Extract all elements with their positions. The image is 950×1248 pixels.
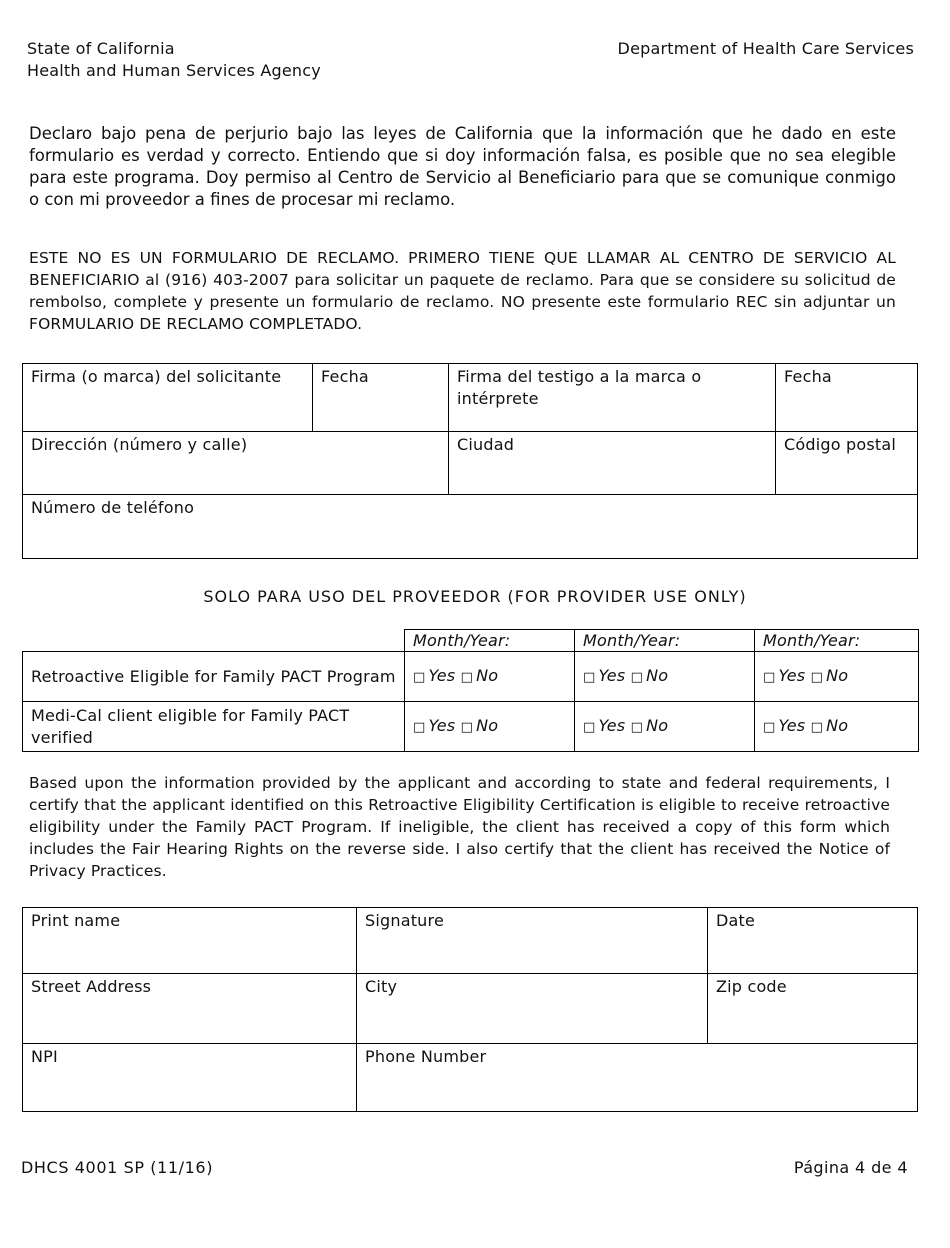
yes-checkbox[interactable]: □ bbox=[763, 719, 776, 735]
retroactive-eligible-label: Retroactive Eligible for Family PACT Program bbox=[23, 652, 405, 702]
month-year-header-row bbox=[23, 630, 919, 652]
yes-checkbox[interactable]: □ bbox=[413, 719, 426, 735]
no-checkbox[interactable]: □ bbox=[810, 719, 824, 735]
state-name: State of California bbox=[27, 39, 175, 58]
yes-no-cell bbox=[405, 702, 575, 752]
yes-no-cell bbox=[755, 702, 919, 752]
yes-label: Yes bbox=[428, 665, 456, 685]
month-year-field-1[interactable]: Month/Year: bbox=[405, 630, 575, 652]
no-label: No bbox=[476, 665, 499, 685]
witness-date-field[interactable]: Fecha bbox=[776, 364, 918, 432]
applicant-signature-row bbox=[23, 364, 918, 432]
claim-notice-paragraph: ESTE NO ES UN FORMULARIO DE RECLAMO. PRIMERO TIENE QUE LLAMAR AL CENTRO DE SERVICIO AL BENEFICIARIO al (916) 403-2007 para solicitar un paquete de reclamo. Para que se considere su solicitud de rembolso, complete y presente un formulario de reclamo. NO presente este formulario REC sin adjuntar un FORMULARIO DE RECLAMO COMPLETADO. bbox=[29, 249, 896, 333]
medi-cal-verified-row bbox=[23, 702, 919, 752]
form-id: DHCS 4001 SP (11/16) bbox=[21, 1158, 214, 1177]
print-name-field[interactable]: Print name bbox=[23, 908, 357, 974]
provider-city-field[interactable]: City bbox=[357, 974, 708, 1044]
yes-label: Yes bbox=[428, 715, 456, 735]
provider-contact-row bbox=[23, 1044, 918, 1112]
provider-name-row bbox=[23, 908, 918, 974]
npi-field[interactable]: NPI bbox=[23, 1044, 357, 1112]
yes-label: Yes bbox=[598, 715, 626, 735]
applicant-phone-field[interactable]: Número de teléfono bbox=[23, 495, 918, 559]
no-label: No bbox=[646, 665, 669, 685]
no-checkbox[interactable]: □ bbox=[460, 669, 474, 685]
header-agency bbox=[27, 38, 321, 82]
agency-name: Health and Human Services Agency bbox=[27, 61, 321, 80]
yes-label: Yes bbox=[598, 665, 626, 685]
witness-signature-field[interactable]: Firma del testigo a la marca o intérprete bbox=[449, 364, 776, 432]
empty-header-cell bbox=[23, 630, 405, 652]
yes-checkbox[interactable]: □ bbox=[583, 719, 596, 735]
provider-eligibility-table bbox=[22, 629, 919, 752]
applicant-zip-field[interactable]: Código postal bbox=[776, 432, 918, 495]
page-number: Página 4 de 4 bbox=[793, 1158, 908, 1177]
no-label: No bbox=[826, 665, 849, 685]
no-label: No bbox=[646, 715, 669, 735]
applicant-date-field[interactable]: Fecha bbox=[313, 364, 449, 432]
provider-signature-field[interactable]: Signature bbox=[357, 908, 708, 974]
applicant-city-field[interactable]: Ciudad bbox=[449, 432, 776, 495]
applicant-phone-row bbox=[23, 495, 918, 559]
yes-checkbox[interactable]: □ bbox=[413, 669, 426, 685]
provider-zip-field[interactable]: Zip code bbox=[708, 974, 918, 1044]
yes-checkbox[interactable]: □ bbox=[583, 669, 596, 685]
yes-label: Yes bbox=[778, 665, 806, 685]
no-checkbox[interactable]: □ bbox=[630, 719, 644, 735]
no-checkbox[interactable]: □ bbox=[810, 669, 824, 685]
medi-cal-verified-label: Medi-Cal client eligible for Family PACT verified bbox=[23, 702, 405, 752]
declaration-paragraph: Declaro bajo pena de perjurio bajo las leyes de California que la información que he dado en este formulario es verdad y correcto. Entiendo que si doy información falsa, es posible que no sea elegible para este programa. Doy permiso al Centro de Servicio al Beneficiario para que se comunique conmigo o con mi proveedor a fines de procesar mi reclamo. bbox=[29, 124, 896, 209]
yes-no-cell bbox=[755, 652, 919, 702]
applicant-signature-field[interactable]: Firma (o marca) del solicitante bbox=[23, 364, 313, 432]
month-year-field-2[interactable]: Month/Year: bbox=[575, 630, 755, 652]
applicant-address-row bbox=[23, 432, 918, 495]
yes-no-cell bbox=[575, 652, 755, 702]
retroactive-eligible-row bbox=[23, 652, 919, 702]
no-checkbox[interactable]: □ bbox=[460, 719, 474, 735]
yes-no-cell bbox=[405, 652, 575, 702]
applicant-form-table bbox=[22, 363, 918, 559]
no-label: No bbox=[826, 715, 849, 735]
provider-address-row bbox=[23, 974, 918, 1044]
provider-form-table bbox=[22, 907, 918, 1112]
applicant-address-field[interactable]: Dirección (número y calle) bbox=[23, 432, 449, 495]
provider-date-field[interactable]: Date bbox=[708, 908, 918, 974]
no-checkbox[interactable]: □ bbox=[630, 669, 644, 685]
certification-paragraph: Based upon the information provided by the applicant and according to state and federal requirements, I certify that the applicant identified on this Retroactive Eligibility Certification is eligible to receive retroactive eligibility under the Family PACT Program. If ineligible, the client has received a copy of this form which includes the Fair Hearing Rights on the reverse side. I also certify that the client has received the Notice of Privacy Practices. bbox=[29, 774, 890, 880]
no-label: No bbox=[476, 715, 499, 735]
yes-label: Yes bbox=[778, 715, 806, 735]
month-year-field-3[interactable]: Month/Year: bbox=[755, 630, 919, 652]
street-address-field[interactable]: Street Address bbox=[23, 974, 357, 1044]
provider-section-title: SOLO PARA USO DEL PROVEEDOR (FOR PROVIDER USE ONLY) bbox=[203, 587, 747, 606]
yes-no-cell bbox=[575, 702, 755, 752]
yes-checkbox[interactable]: □ bbox=[763, 669, 776, 685]
provider-phone-field[interactable]: Phone Number bbox=[357, 1044, 918, 1112]
department-name: Department of Health Care Services bbox=[617, 39, 914, 58]
